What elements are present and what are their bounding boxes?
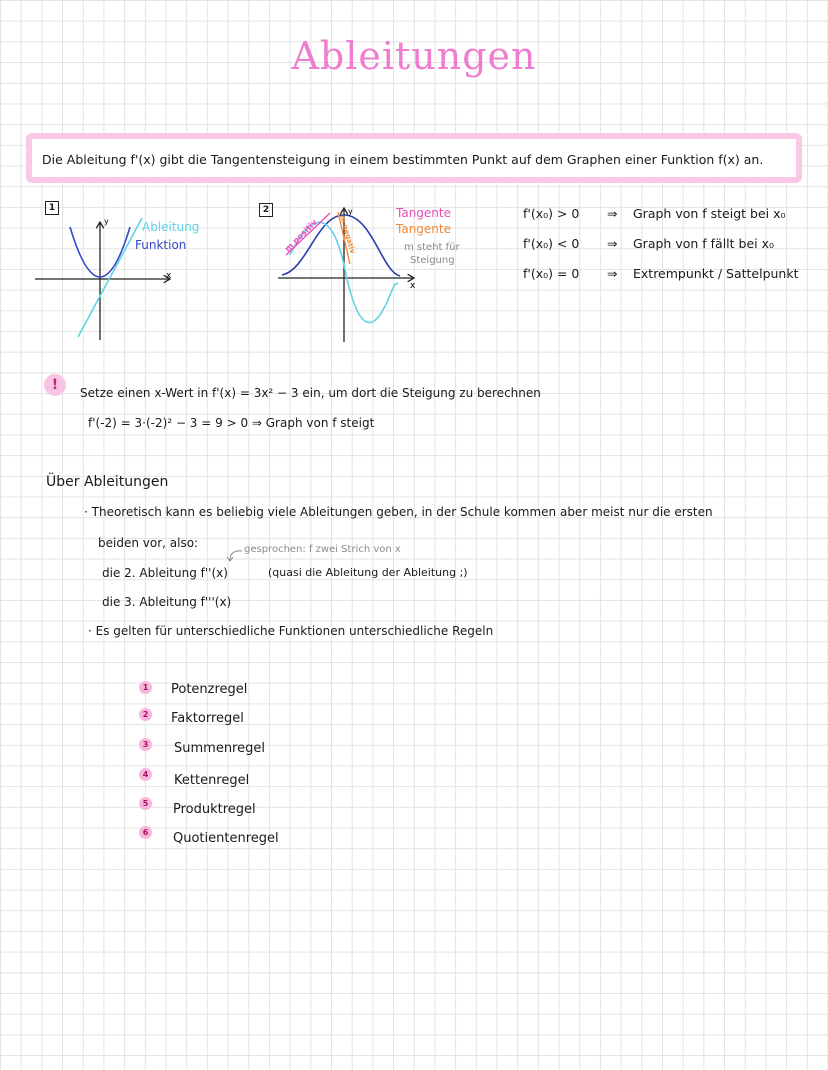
figure-1-y-label: y xyxy=(104,217,109,226)
rule-row-1 xyxy=(523,206,786,221)
bullet-2: · Es gelten für unterschiedliche Funktionen unterschiedliche Regeln xyxy=(88,624,494,638)
list-item-label: Potenzregel xyxy=(171,682,248,697)
rule-arrow: ⇒ xyxy=(607,206,618,221)
list-number-badge: 1 xyxy=(139,681,152,694)
figure-1-legend-function: Funktion xyxy=(135,238,187,252)
rule-arrow: ⇒ xyxy=(607,236,618,251)
example-line-1: Setze einen x-Wert in f'(x) = 3x² − 3 ein, um dort die Steigung zu berechnen xyxy=(80,386,541,400)
second-derivative-note: (quasi die Ableitung der Ableitung ;) xyxy=(268,566,468,579)
figure-1-number: 1 xyxy=(45,201,59,215)
page-title: Ableitungen xyxy=(291,34,537,78)
definition-box xyxy=(26,133,802,183)
annotation-spoken: gesprochen: f zwei Strich von x xyxy=(244,544,401,555)
rule-row-2 xyxy=(523,236,774,251)
list-item-label: Summenregel xyxy=(174,741,265,756)
list-number-badge: 6 xyxy=(139,826,152,839)
bullet-1-line-2: beiden vor, also: xyxy=(98,536,199,550)
figure-2-label-m-positive: m positiv xyxy=(283,217,319,254)
figure-2-x-label: x xyxy=(410,281,416,291)
figure-2-legend-tangent-pink: Tangente xyxy=(396,206,451,220)
rule-result: Graph von f fällt bei x₀ xyxy=(633,236,774,251)
figure-1-legend-derivative: Ableitung xyxy=(142,220,200,234)
third-derivative: die 3. Ableitung f'''(x) xyxy=(102,595,232,609)
rule-result: Graph von f steigt bei x₀ xyxy=(633,206,786,221)
rule-condition: f'(x₀) > 0 xyxy=(523,206,580,221)
list-number-badge: 5 xyxy=(139,797,152,810)
bullet-1-line-1: · Theoretisch kann es beliebig viele Ableitungen geben, in der Schule kommen aber meist nur die ersten xyxy=(84,505,713,519)
list-number-badge: 2 xyxy=(139,708,152,721)
figure-1 xyxy=(30,212,230,347)
rule-condition: f'(x₀) < 0 xyxy=(523,236,580,251)
definition-text: Die Ableitung f'(x) gibt die Tangentensteigung in einem bestimmten Punkt auf dem Graphen einer Funktion f(x) an. xyxy=(42,152,764,167)
list-number-badge: 4 xyxy=(139,768,152,781)
example-line-2: f'(-2) = 3·(-2)² − 3 = 9 > 0 ⇒ Graph von f steigt xyxy=(88,416,375,430)
list-item-label: Faktorregel xyxy=(171,711,244,726)
figure-2-number: 2 xyxy=(259,203,273,217)
figure-2-y-label: y xyxy=(348,207,353,216)
figure-2 xyxy=(272,200,492,345)
warning-icon: ! xyxy=(44,374,66,396)
figure-2-legend-tangent-orange: Tangente xyxy=(396,222,451,236)
list-item-label: Produktregel xyxy=(173,802,256,817)
figure-2-label-m-negative: m negativ xyxy=(338,214,357,255)
rule-condition: f'(x₀) = 0 xyxy=(523,266,580,281)
bullet-1-text: Theoretisch kann es beliebig viele Ableitungen geben, in der Schule kommen aber meist nur die ersten xyxy=(91,505,713,519)
figure-2-note-line2: Steigung xyxy=(410,255,455,266)
bullet-2-text: Es gelten für unterschiedliche Funktionen unterschiedliche Regeln xyxy=(95,624,494,638)
figure-1-derivative-line xyxy=(78,218,142,337)
list-item-label: Kettenregel xyxy=(174,773,250,788)
rule-arrow: ⇒ xyxy=(607,266,618,281)
figure-1-x-label: x xyxy=(166,271,172,281)
rule-result: Extrempunkt / Sattelpunkt xyxy=(633,266,799,281)
annotation-arrow xyxy=(226,548,244,562)
section-heading: Über Ableitungen xyxy=(46,474,169,490)
list-number-badge: 3 xyxy=(139,738,152,751)
second-derivative: die 2. Ableitung f''(x) xyxy=(102,566,228,580)
list-item-label: Quotientenregel xyxy=(173,831,279,846)
rule-row-3 xyxy=(523,266,799,281)
figure-2-note-line1: m steht für xyxy=(404,242,460,253)
